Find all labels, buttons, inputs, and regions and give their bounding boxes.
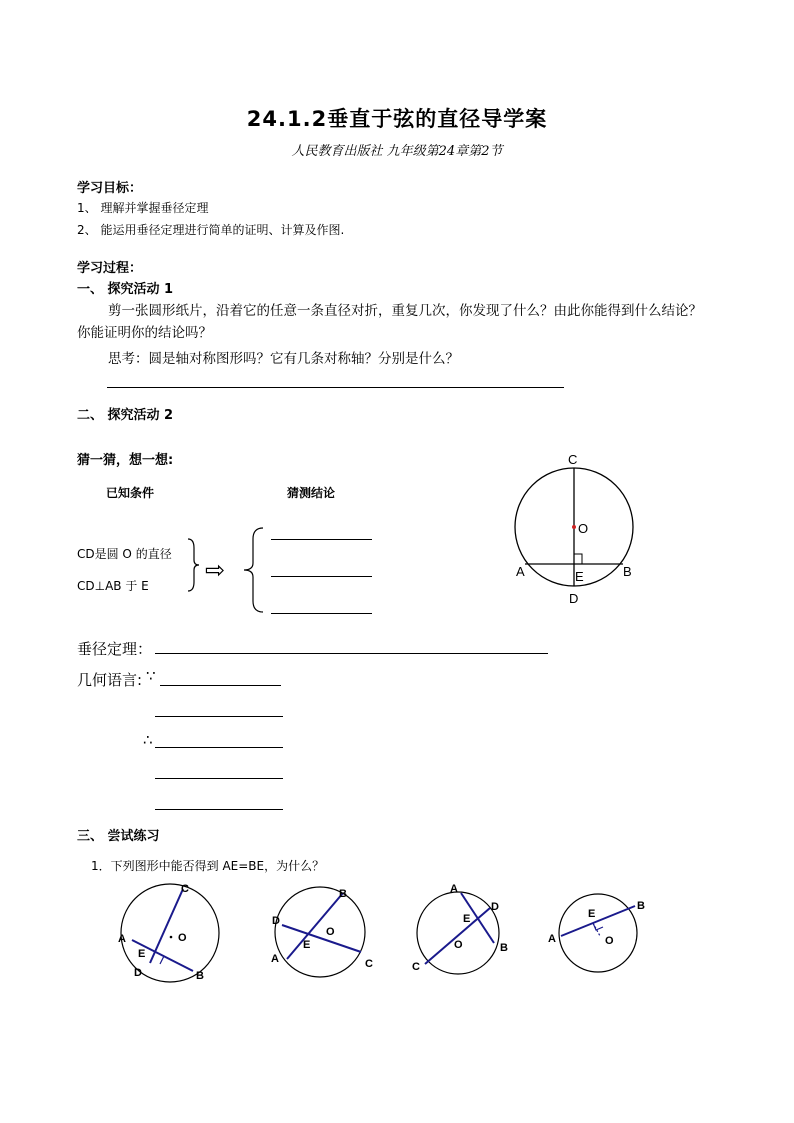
fig3-label-e: E: [463, 913, 471, 925]
fig3-label-o: O: [454, 939, 463, 951]
geometry-language-label: 几何语言:: [77, 671, 143, 689]
fig2-label-d: D: [272, 915, 280, 927]
fig1-label-b: B: [196, 970, 204, 982]
fig3-label-c: C: [412, 961, 420, 973]
fig2-label-a: A: [271, 953, 279, 965]
fig1-label-o: O: [178, 932, 187, 944]
fig3-chord-cd: [425, 908, 490, 964]
geometry-line-3[interactable]: [155, 747, 283, 748]
geometry-line-4[interactable]: [155, 778, 283, 779]
known-conditions-header: 已知条件: [106, 486, 155, 500]
objective-item-2: 2、 能运用垂径定理进行简单的证明、计算及作图.: [77, 223, 345, 237]
right-brace-icon: [186, 538, 200, 592]
page-subtitle: 人民教育出版社 九年级第24章第2节: [291, 144, 503, 159]
fig1-label-c: C: [181, 883, 189, 895]
geometry-line-1[interactable]: [160, 685, 281, 686]
objective-item-1: 1、 理解并掌握垂径定理: [77, 201, 209, 215]
because-symbol: ∵: [146, 667, 156, 685]
fig3-label-a: A: [450, 883, 458, 895]
conclusion-header: 猜测结论: [287, 486, 336, 500]
page-title: 24.1.2垂直于弦的直径导学案: [246, 107, 548, 131]
practice-figure-3: [405, 878, 517, 978]
fig2-chord-ab: [287, 893, 343, 959]
label-a: A: [516, 564, 525, 579]
fig3-label-b: B: [500, 942, 508, 954]
fig4-label-e: E: [588, 908, 596, 920]
conclusion-line-3[interactable]: [271, 613, 372, 614]
fig3-label-d: D: [491, 901, 499, 913]
conclusion-line-1[interactable]: [271, 539, 372, 540]
label-c: C: [568, 452, 578, 467]
geometry-line-2[interactable]: [155, 716, 283, 717]
process-heading: 学习过程：: [77, 261, 143, 276]
conclusion-line-2[interactable]: [271, 576, 372, 577]
right-angle-mark: [574, 554, 582, 564]
fig1-label-d: D: [134, 967, 142, 979]
fig2-label-e: E: [303, 939, 311, 951]
label-e: E: [575, 569, 584, 584]
theorem-answer-line[interactable]: [155, 653, 548, 654]
fig1-label-e: E: [138, 948, 146, 960]
fig1-chord-cd: [150, 889, 183, 963]
geometry-line-5[interactable]: [155, 809, 283, 810]
practice-question-1: 1．下列图形中能否得到 AE=BE，为什么？: [91, 859, 325, 873]
answer-line-think[interactable]: [107, 387, 564, 388]
fig2-label-o: O: [326, 926, 335, 938]
fig4-label-b: B: [637, 900, 645, 912]
fig2-label-b: B: [339, 888, 347, 900]
activity2-heading: 二、 探究活动 2: [77, 408, 174, 423]
label-b: B: [623, 564, 632, 579]
activity1-heading: 一、 探究活动 1: [77, 282, 174, 297]
activity1-paragraph-line1: 剪一张圆形纸片，沿着它的任意一条直径对折，重复几次，你发现了什么？由此你能得到什么结论？: [108, 303, 702, 319]
fig2-label-c: C: [365, 958, 373, 970]
label-d: D: [569, 591, 579, 606]
fig4-label-o: O: [605, 935, 614, 947]
center-point: [572, 525, 576, 529]
fig2-chord-cd: [282, 925, 361, 952]
fig4-label-a: A: [548, 933, 556, 945]
main-circle-figure: [505, 450, 645, 610]
activity1-think-question: 思考：圆是轴对称图形吗？它有几条对称轴？分别是什么？: [108, 351, 459, 367]
label-o: O: [578, 521, 589, 536]
left-brace-icon: [243, 527, 265, 613]
practice-figure-4: [542, 887, 654, 983]
activity1-paragraph-line2: 你能证明你的结论吗？: [77, 325, 212, 341]
condition-perpendicular: CD⊥AB 于 E: [77, 579, 149, 593]
practice-figure-2: [265, 880, 383, 980]
theorem-label: 垂径定理：: [77, 640, 153, 658]
fig1-label-a: A: [118, 933, 126, 945]
practice-figure-1: [110, 878, 220, 986]
condition-diameter: CD是圆 O 的直径: [77, 547, 172, 561]
practice-heading: 三、 尝试练习: [77, 829, 160, 844]
guess-heading: 猜一猜，想一想:: [77, 453, 174, 468]
therefore-symbol: ∴: [143, 731, 153, 749]
objectives-heading: 学习目标：: [77, 181, 143, 196]
implies-arrow-icon: ⇨: [205, 556, 226, 584]
